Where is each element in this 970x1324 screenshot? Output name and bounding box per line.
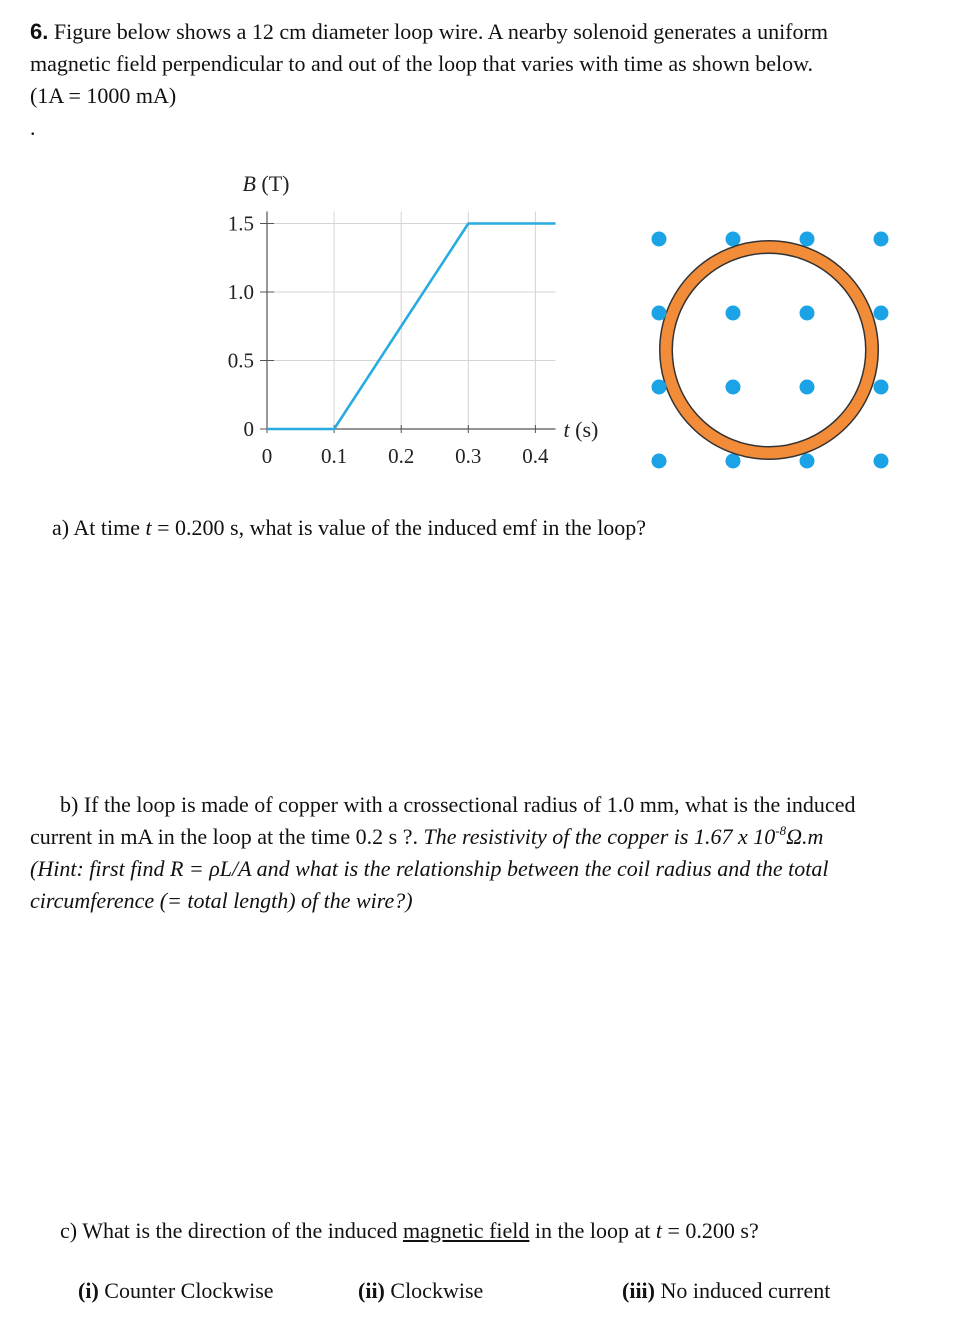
option-clockwise[interactable] xyxy=(358,1275,483,1307)
part-b-line-4: circumference (= total length) of the wire?) xyxy=(30,888,413,913)
part-a-prefix: a) At time xyxy=(52,515,146,540)
part-b-unit: Ω.m xyxy=(786,824,824,849)
part-b-line-2 xyxy=(30,821,823,856)
field-out-dot xyxy=(726,454,741,469)
x-axis-label: t (s) xyxy=(563,417,599,442)
part-c-suffix: = 0.200 s? xyxy=(662,1218,759,1243)
field-out-dot xyxy=(874,306,889,321)
chart-series xyxy=(267,224,556,430)
x-tick-label: 0.4 xyxy=(522,444,549,468)
part-c xyxy=(60,1215,759,1247)
question-line-3: (1A = 1000 mA) xyxy=(30,83,177,108)
field-out-dot xyxy=(726,306,741,321)
question-number: 6. xyxy=(30,19,49,44)
part-c-underlined: magnetic field xyxy=(402,1218,530,1243)
part-c-var: t xyxy=(655,1218,662,1243)
part-a-suffix: = 0.200 s, what is value of the induced emf in the loop? xyxy=(151,515,647,540)
part-a xyxy=(52,512,646,544)
part-b-line-1: b) If the loop is made of copper with a crossectional radius of 1.0 mm, what is the induced xyxy=(60,792,856,817)
part-a-var: t xyxy=(145,515,152,540)
option-3-label: No induced current xyxy=(660,1278,831,1303)
option-1-label: Counter Clockwise xyxy=(104,1278,274,1303)
part-b-exponent: -8 xyxy=(775,823,787,838)
stray-mark: . xyxy=(30,115,36,140)
loop-figure xyxy=(630,210,910,490)
x-tick-label: 0 xyxy=(261,444,273,468)
part-c-prefix: c) What is the direction of the induced xyxy=(60,1218,403,1243)
option-2-label: Clockwise xyxy=(390,1278,484,1303)
y-tick-label: 1.0 xyxy=(227,280,254,304)
part-b-italic: The resistivity of the copper is 1.67 x 10 xyxy=(423,824,776,849)
x-tick-label: 0.2 xyxy=(388,444,415,468)
x-tick-label: 0.1 xyxy=(320,444,348,468)
field-out-dot xyxy=(874,380,889,395)
field-out-dot xyxy=(652,306,667,321)
option-counter-clockwise[interactable] xyxy=(78,1275,274,1307)
part-c-mid: in the loop at xyxy=(529,1218,656,1243)
option-3-num: (iii) xyxy=(622,1278,655,1303)
field-out-dot xyxy=(726,380,741,395)
y-tick-label: 1.5 xyxy=(227,211,254,236)
field-out-dot xyxy=(874,454,889,469)
series-line-B xyxy=(267,224,556,430)
x-tick-label: 0.3 xyxy=(455,444,482,468)
chart-grid xyxy=(267,212,556,430)
field-out-dot xyxy=(652,232,667,247)
chart-text xyxy=(228,171,599,468)
field-out-dot xyxy=(800,232,815,247)
y-axis-label: B (T) xyxy=(242,171,290,196)
question-line-2: magnetic field perpendicular to and out of the loop that varies with time as shown below. xyxy=(30,51,814,76)
field-out-dot xyxy=(652,454,667,469)
field-out-dot xyxy=(800,454,815,469)
field-out-dot xyxy=(652,380,667,395)
y-tick-label: 0 xyxy=(243,417,254,441)
option-2-num: (ii) xyxy=(358,1278,385,1303)
field-out-dot xyxy=(874,232,889,247)
field-out-dot xyxy=(800,306,815,321)
field-out-dot xyxy=(726,232,741,247)
part-b-line-3: (Hint: first find R = ρL/A and what is the relationship between the coil radius and the total xyxy=(30,856,829,881)
question-line-1 xyxy=(30,16,828,48)
y-tick-label: 0.5 xyxy=(227,348,254,373)
question-text-1: Figure below shows a 12 cm diameter loop wire. A nearby solenoid generates a uniform xyxy=(53,19,828,44)
chart-axes xyxy=(260,212,556,434)
field-dots-over xyxy=(652,306,889,395)
b-vs-t-chart xyxy=(0,150,620,480)
wire-loop-fill xyxy=(666,247,872,453)
field-out-dot xyxy=(800,380,815,395)
field-dots xyxy=(652,232,889,469)
option-1-num: (i) xyxy=(78,1278,99,1303)
option-no-induced-current[interactable] xyxy=(622,1275,830,1307)
part-b-normal: current in mA in the loop at the time 0.2 s ?. xyxy=(30,824,424,849)
